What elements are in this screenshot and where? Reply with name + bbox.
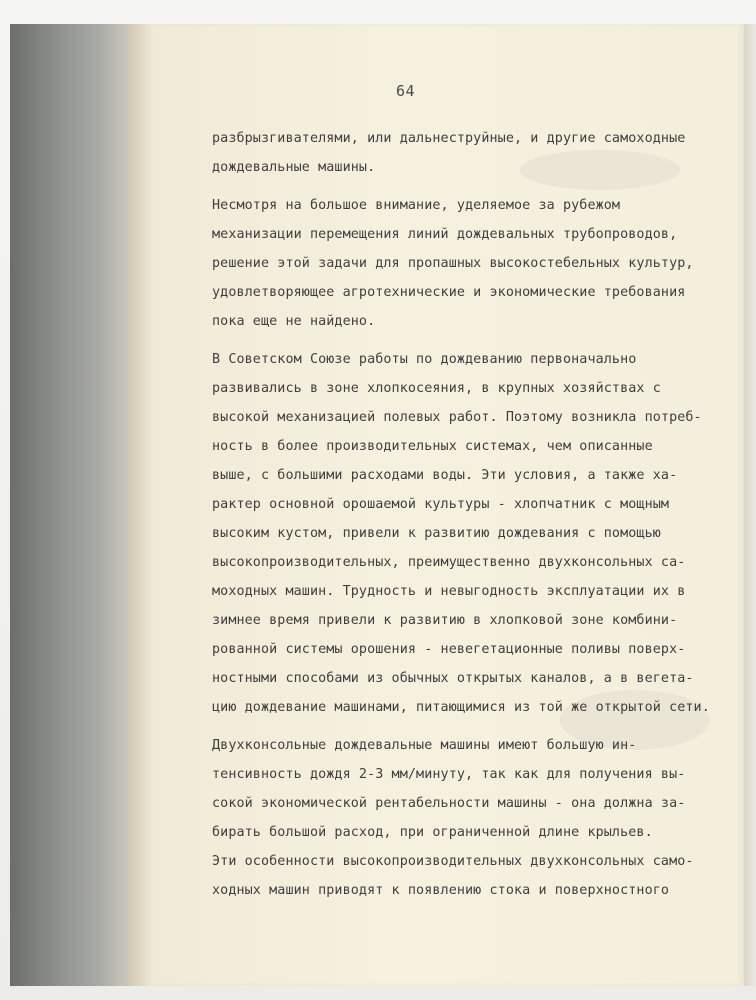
text-line: тенсивность дождя 2-3 мм/минуту, так как для получения вы- xyxy=(212,767,686,782)
text-line: пока еще не найдено. xyxy=(212,314,376,329)
text-line: дождевальные машины. xyxy=(212,160,376,175)
text-line: высокой механизацией полевых работ. Поэтому возникла потреб- xyxy=(212,410,702,425)
text-line: ходных машин приводят к появлению стока и поверхностного xyxy=(212,883,670,898)
text-line: рактер основной орошаемой культуры - хлопчатник с мощным xyxy=(212,497,670,512)
page-right-shadow xyxy=(744,24,756,986)
page-number: 64 xyxy=(396,82,416,100)
text-line: удовлетворяющее агротехнические и экономические требования xyxy=(212,285,686,300)
text-line: выше, с большими расходами воды. Эти условия, а также ха- xyxy=(212,468,678,483)
text-line: сокой экономической рентабельности машины - она должна за- xyxy=(212,796,686,811)
text-line: рованной системы орошения - невегетационные поливы поверх- xyxy=(212,642,686,657)
text-line: В Советском Союзе работы по дождеванию первоначально xyxy=(212,352,637,367)
text-line: высоким кустом, привели к развитию дождевания с помощью xyxy=(212,526,661,541)
scanner-dark-edge xyxy=(10,24,128,986)
paragraph xyxy=(212,731,702,905)
text-line: Несмотря на большое внимание, уделяемое за рубежом xyxy=(212,198,621,213)
text-line: ность в более производительных системах, чем описанные xyxy=(212,439,653,454)
text-line: разбрызгивателями, или дальнеструйные, и другие самоходные xyxy=(212,131,686,146)
paragraph xyxy=(212,124,702,182)
paragraph xyxy=(212,345,710,722)
paragraph xyxy=(212,191,702,336)
document-text xyxy=(212,124,710,905)
text-line: Двухконсольные дождевальные машины имеют большую ин- xyxy=(212,738,637,753)
text-line: цию дождевание машинами, питающимися из той же открытой сети. xyxy=(212,700,710,715)
text-line: решение этой задачи для пропашных высокостебельных культур, xyxy=(212,256,694,271)
text-line: механизации перемещения линий дождевальных трубопроводов, xyxy=(212,227,678,242)
text-line: развивались в зоне хлопкосеяния, в крупных хозяйствах с xyxy=(212,381,661,396)
page-binding-strip xyxy=(128,24,152,986)
text-line: Эти особенности высокопроизводительных двухконсольных само- xyxy=(212,854,694,869)
text-line: бирать большой расход, при ограниченной длине крыльев. xyxy=(212,825,653,840)
text-line: моходных машин. Трудность и невыгодность эксплуатации их в xyxy=(212,584,686,599)
text-line: зимнее время привели к развитию в хлопковой зоне комбини- xyxy=(212,613,678,628)
text-line: высокопроизводительных, преимущественно двухконсольных са- xyxy=(212,555,686,570)
text-line: ностными способами из обычных открытых каналов, а в вегета- xyxy=(212,671,694,686)
